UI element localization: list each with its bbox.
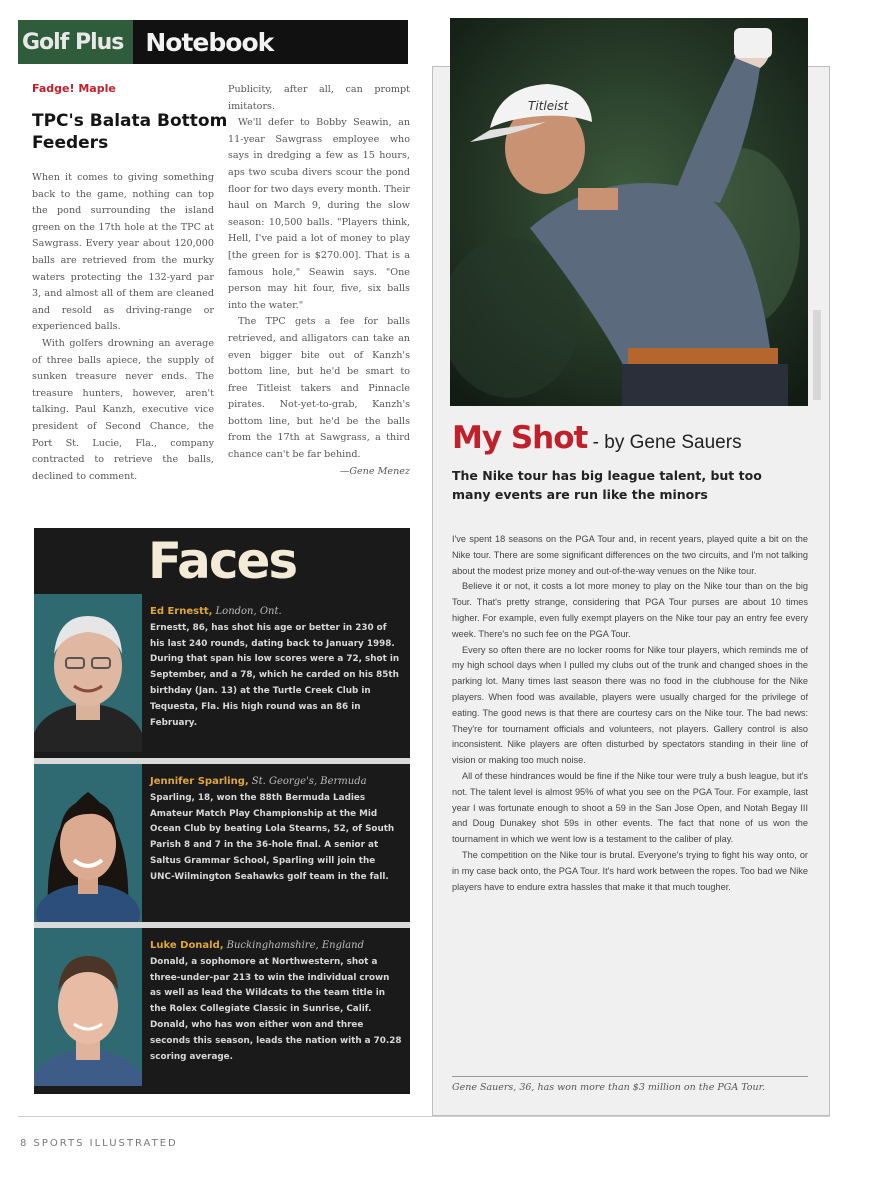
portrait-photo	[34, 928, 142, 1086]
face-bio	[150, 604, 402, 731]
face-entry	[34, 594, 410, 758]
article-paragraph: We'll defer to Bobby Seawin, an 11-year Sawgrass employee who says in dredging a few as 15 hours, aps two scuba divers scour the pond floor for two days every month. Their haul on March 9, during the slow season: 10,500 balls. "Players think, Hell, I've paid a lot of money to play [the green for is $270.00]. That is a famous hole," Seawin says. "One person may hit four, five, six balls into the water."	[228, 117, 410, 311]
body-paragraph: The competition on the Nike tour is brutal. Everyone's trying to fight his way onto, or in my case back onto, the PGA Tour. It's hard work between the ropes. Too bad we Nike players have to endure extra hassles that make it that much tougher.	[452, 849, 808, 892]
body-paragraph: I've spent 18 seasons on the PGA Tour and, in recent years, played quite a bit on the Nike tour. There are some significant differences on the two circuits, and I'm not talking about the modest prize money and out-of-the-way venues on the Nike tour.	[452, 534, 808, 576]
face-name: Luke Donald,	[150, 940, 224, 951]
my-shot-title: My Shot	[452, 420, 588, 456]
article-byline: —Gene Menez	[339, 465, 410, 477]
face-bio	[150, 938, 402, 1065]
article-kicker: Fadge! Maple	[32, 82, 116, 95]
face-entry	[34, 922, 410, 1092]
my-shot-body	[452, 532, 808, 1072]
section-label: Golf Plus	[18, 20, 133, 64]
face-name: Ed Ernestt,	[150, 606, 213, 617]
article-paragraph: Publicity, after all, can prompt imitators.	[228, 84, 410, 112]
article-paragraph: When it comes to giving something back to the game, nothing can top the pond surrounding the island green on the 17th hole at the TPC at Sawgrass. Every year about 120,000 balls are retrieved from the murky waters protecting the 132-yard par 3, and almost all of them are cleaned and resold as driving-range or experienced balls.	[32, 172, 214, 333]
divider	[452, 1076, 808, 1077]
article-paragraph: With golfers drowning an average of three balls apiece, the supply of sunken treasure never ends. The treasure hunters, however, aren't talking. Paul Kanzh, executive vice president of Second Chance, the Port St. Lucie, Fla., company contracted to retrieve the balls, declined to comment.	[32, 337, 214, 482]
faces-box	[34, 528, 410, 1094]
section-title: Notebook	[145, 27, 274, 57]
body-paragraph: All of these hindrances would be fine if the Nike tour were truly a bush league, but it's not. The talent level is almost 95% of what you see on the PGA Tour. For example, last year I was fortunate enough to shoot a 59 in the San Jose Open, and Notah Begay III and Doug Dunakey shot 59s in other events. The fact that none of us won the tournament in which we went low is a testament to the caliber of play.	[452, 770, 808, 845]
body-paragraph: Every so often there are no locker rooms for Nike tour players, which reminds me of my high school days when I pulled my clubs out of the trunk and changed shoes in the parking lot. Many times last season there was no food in the clubhouse for the Nike players. When food was available, players were usually charged for the privilege of eating. The good news is that there are courtesy cars on the Nike tour. The bad news: They're for tournament officials and volunteers, not players. Gallery control is also inconsistent. Nike players are often disturbed by spectators standing in their line of vision or making too much noise.	[452, 644, 808, 766]
face-location: London, Ont.	[215, 606, 282, 617]
face-description: Ernestt, 86, has shot his age or better in 230 of his last 240 rounds, dating back to January 1998. During that span his low scores were a 72, shot in September, and a 78, which he carded on his 85th birthday (Jan. 13) at the Turtle Creek Club in Tequesta, Fla. His high round was an 86 in February.	[150, 622, 400, 728]
svg-text:Titleist: Titleist	[528, 99, 569, 113]
divider	[18, 1116, 830, 1117]
face-location: Buckinghamshire, England	[226, 940, 364, 951]
portrait-photo	[34, 764, 142, 922]
photo-credit-strip	[813, 310, 821, 400]
face-bio	[150, 774, 402, 886]
my-shot-deck: The Nike tour has big league talent, but too many events are run like the minors	[452, 468, 762, 502]
article-column-1	[32, 170, 214, 520]
section-header	[18, 20, 408, 64]
portrait-photo	[34, 594, 142, 752]
face-location: St. George's, Bermuda	[251, 776, 367, 787]
face-description: Sparling, 18, won the 88th Bermuda Ladies Amateur Match Play Championship at the Mid Ocean Club by beating Lola Stearns, 52, of South Parish 8 and 7 in the 36-hole final. A senior at Saltus Grammar School, Sparling will join the UNC-Wilmington Seahawks golf team in the fall.	[150, 792, 395, 882]
golfer-photo	[450, 18, 808, 406]
face-name: Jennifer Sparling,	[150, 776, 249, 787]
page-footer: 8 SPORTS ILLUSTRATED	[20, 1138, 178, 1149]
article-column-2	[228, 82, 410, 522]
author-note: Gene Sauers, 36, has won more than $3 million on the PGA Tour.	[452, 1082, 766, 1093]
article-paragraph: The TPC gets a fee for balls retrieved, and alligators can take an even bigger bite out of Kanzh's bottom line, but he'd be smart to free Titleist takers and Pinnacle pirates. Not-yet-to-grab, Kanzh's bottom line, but he'd be the balls from the 17th at Sawgrass, a third chance can't be far behind.	[228, 316, 410, 461]
face-entry	[34, 758, 410, 928]
face-description: Donald, a sophomore at Northwestern, shot a three-under-par 213 to win the individual crown as well as lead the Wildcats to the team title in the Rolex Collegiate Classic in Sunrise, Calif. Donald, who has won either won and three seconds this season, leads the nation with a 70.28 scoring average.	[150, 956, 402, 1062]
body-paragraph: Believe it or not, it costs a lot more money to play on the Nike tour than on the big Tour. That's pretty strange, considering that PGA Tour purses are about 10 times higher. For example, even fully exempt players on the Nike tour pay an entry fee every week. There's no such fee on the PGA Tour.	[452, 581, 808, 639]
article-headline: TPC's Balata Bottom Feeders	[32, 111, 228, 153]
my-shot-heading	[452, 420, 742, 456]
my-shot-byline: - by Gene Sauers	[587, 432, 742, 453]
faces-title: Faces	[147, 532, 297, 590]
